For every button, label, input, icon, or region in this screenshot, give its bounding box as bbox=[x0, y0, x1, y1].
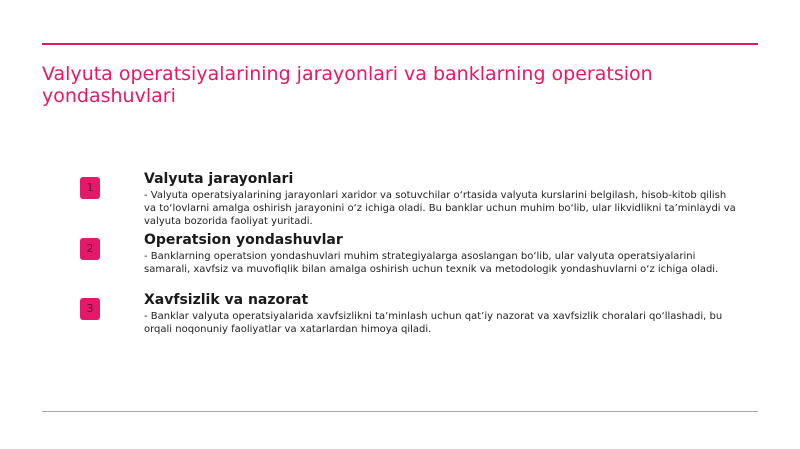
item-description: - Valyuta operatsiyalarining jarayonlari xaridor va sotuvchilar o‘rtasida valyuta kurslarini belgilash, hisob-kitob qilish va to‘lovlarni amalga oshirish jarayonini o‘z ichiga oladi. Bu banklar uchun muhim bo‘lib, ular likvidlikni ta’minlaydi va valyuta bozorida faoliyat yuritadi. bbox=[144, 190, 736, 227]
item-heading: Operatsion yondashuvlar bbox=[144, 232, 343, 248]
number-badge: 1 bbox=[80, 177, 100, 199]
bottom-divider bbox=[42, 411, 758, 412]
item-heading: Xavfsizlik va nazorat bbox=[144, 292, 309, 308]
item-description: - Banklarning operatsion yondashuvlari muhim strategiyalarga asoslangan bo‘lib, ular valyuta operatsiyalarini samarali, xavfsiz va muvofiqlik bilan amalga oshirish uchun texnik va metodologik yondashuvlarni o‘z ichiga oladi. bbox=[144, 251, 719, 275]
item-description: - Banklar valyuta operatsiyalarida xavfsizlikni ta’minlash uchun qat’iy nazorat va xavfsizlik choralari qo‘llashadi, bu orqali noqonuniy faoliyatlar va xatarlardan himoya qiladi. bbox=[144, 311, 723, 335]
item-heading: Valyuta jarayonlari bbox=[144, 171, 294, 187]
top-accent-rule bbox=[42, 43, 758, 45]
number-badge: 3 bbox=[80, 298, 100, 320]
number-badge: 2 bbox=[80, 238, 100, 260]
slide-title: Valyuta operatsiyalarining jarayonlari va banklarning operatsion yondashuvlari bbox=[42, 63, 653, 107]
